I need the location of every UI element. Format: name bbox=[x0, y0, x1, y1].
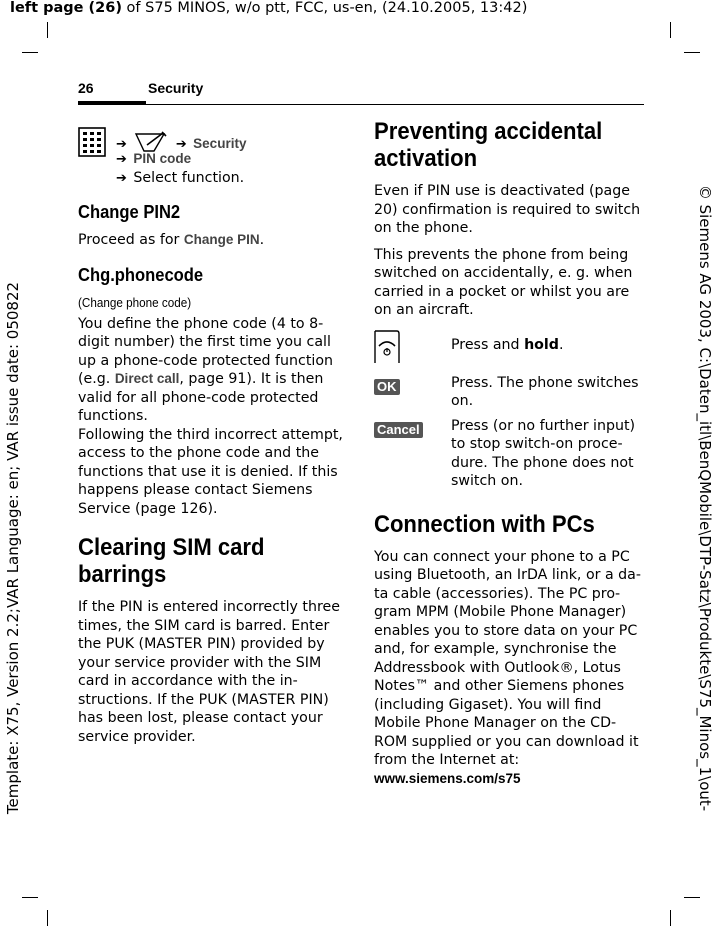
heading-preventing-activation: Preventing accidental activation bbox=[374, 118, 603, 172]
print-header-rest: of S75 MINOS, w/o ptt, FCC, us-en, (24.10.2005, 13:42) bbox=[121, 0, 528, 16]
crop-mark bbox=[670, 22, 671, 38]
direct-call-reference: Direct call bbox=[114, 371, 180, 386]
chg-phonecode-paragraph-2: Following the third incorrect attempt, access to the phone code and the functions that use it is denied. If this happens please contact Siemens Service (page 126). bbox=[78, 426, 343, 517]
section-title: Security bbox=[148, 80, 204, 96]
key-row-ok bbox=[374, 374, 644, 411]
crop-mark bbox=[670, 910, 671, 926]
select-function-text: Select function. bbox=[133, 170, 245, 186]
crop-mark bbox=[684, 897, 700, 898]
menu-item-pin-code: PIN code bbox=[133, 151, 192, 166]
right-column bbox=[374, 118, 644, 796]
chg-phonecode-paragraph-1 bbox=[78, 315, 344, 426]
menu-item-security: Security bbox=[193, 136, 247, 151]
end-key-text-bold: hold bbox=[524, 336, 559, 353]
heading-clearing-sim: Clearing SIM card barrings bbox=[78, 534, 265, 588]
template-info-text: Template: X75, Version 2.2;VAR Language: en; VAR issue date: 050822 bbox=[4, 281, 22, 815]
menu-path bbox=[78, 125, 344, 193]
arrow-right-icon: ➔ bbox=[116, 152, 127, 167]
key-instructions bbox=[374, 328, 644, 491]
preventing-paragraph-1: Even if PIN use is deactivated (page 20) confirmation is required to switch on the phone. bbox=[374, 183, 641, 236]
menu-path-line-3 bbox=[116, 170, 244, 186]
crop-mark bbox=[22, 52, 38, 53]
chg-phonecode-line-3: , page 91). It is then valid for all phone-code protected functions. bbox=[78, 371, 324, 424]
settings-icon bbox=[133, 131, 171, 153]
heading-change-pin2: Change PIN2 bbox=[78, 202, 181, 222]
chg-phonecode-subtitle: (Change phone code) bbox=[78, 294, 192, 310]
left-column bbox=[78, 125, 344, 754]
cancel-softkey: Cancel bbox=[374, 422, 423, 438]
change-pin2-text-pre: Proceed as for bbox=[78, 232, 184, 248]
heading-connection-pcs: Connection with PCs bbox=[374, 510, 595, 538]
end-key-icon bbox=[374, 330, 400, 364]
arrow-right-icon: ➔ bbox=[116, 171, 127, 186]
heading-chg-phonecode: Chg.phonecode bbox=[78, 264, 204, 285]
menu-path-line-1 bbox=[116, 131, 246, 153]
key-row-end-key-text bbox=[451, 328, 644, 368]
change-pin2-text bbox=[78, 231, 344, 250]
siemens-url: www.siemens.com/s75 bbox=[374, 770, 521, 786]
crop-mark bbox=[47, 910, 48, 926]
end-key-text-post: . bbox=[558, 336, 564, 353]
ok-softkey-text: Press. The phone switches on. bbox=[451, 374, 639, 409]
print-header-bold: left page (26) bbox=[10, 0, 122, 16]
clearing-sim-text: If the PIN is entered incorrectly three times, the SIM card is barred. Enter the PUK (MASTER PIN) provided by your service provider with the SIM card in accordance with the instructions. If the PUK (MASTER PIN) has been lost, please contact your service provider. bbox=[78, 599, 340, 745]
chg-phonecode-line-1: You define the phone code bbox=[78, 315, 267, 332]
chg-phonecode-line-2: (4 to 8-digit number) the first time you call up a phone-code protected function (e.g. bbox=[78, 315, 334, 387]
menu-path-line-2 bbox=[116, 151, 191, 167]
end-key-text-pre: Press and bbox=[451, 336, 525, 353]
arrow-right-icon: ➔ bbox=[175, 137, 187, 152]
copyright-text: © Siemens AG 2003, C:\Daten_itl\BenQMobile\DTP-Satz\Produkte\S75_Minos_1\out- bbox=[696, 184, 714, 812]
arrow-right-icon: ➔ bbox=[116, 137, 127, 152]
header-bar bbox=[78, 101, 146, 105]
page-number: 26 bbox=[78, 80, 94, 96]
cancel-softkey-text: Press (or no further input) to stop switch-on procedure. The phone does not switch on. bbox=[451, 417, 636, 489]
preventing-paragraph-2: This prevents the phone from being switched on accidentally, e. g. when carried in a pocket or whilst you are on an aircraft. bbox=[374, 246, 633, 318]
header-rule bbox=[146, 104, 644, 105]
key-cell bbox=[374, 374, 451, 411]
key-row-cancel bbox=[374, 417, 644, 491]
menu-key-icon bbox=[78, 127, 106, 157]
ok-softkey: OK bbox=[374, 379, 400, 395]
crop-mark bbox=[684, 52, 700, 53]
change-pin-reference: Change PIN bbox=[183, 232, 260, 247]
key-row-end-key bbox=[374, 328, 644, 368]
connection-body: You can connect your phone to a PC using Bluetooth, an IrDA link, or a data cable (accessories). The PC program MPM (Mobile Phone Manager) enables you to store data on your PC and, for example, synchronise the Addressbook with Outlook®, Lotus Notes™ and other Siemens phones (including Gigaset). You will find Mobile Phone Manager on the CD-ROM supplied or you can download it from the Internet at: bbox=[374, 548, 641, 768]
key-cell bbox=[374, 417, 451, 491]
print-header-line bbox=[10, 0, 527, 16]
crop-mark bbox=[47, 22, 48, 38]
key-cell bbox=[374, 328, 451, 368]
change-pin2-text-post: . bbox=[259, 232, 265, 248]
connection-text bbox=[374, 548, 644, 789]
crop-mark bbox=[22, 897, 38, 898]
